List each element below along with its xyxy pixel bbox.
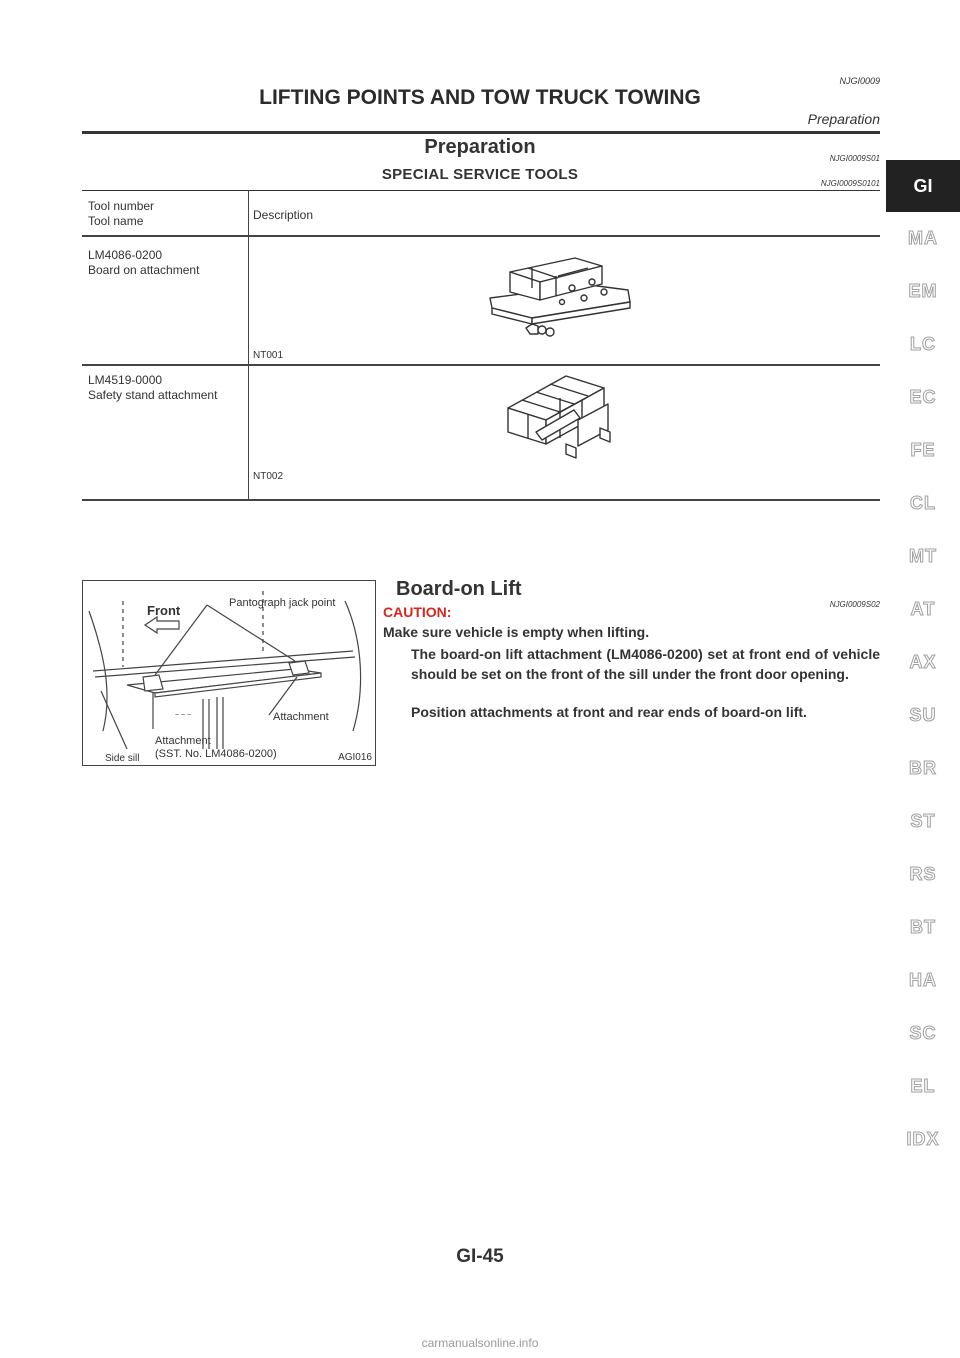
- tab-sc[interactable]: SC: [909, 1023, 937, 1043]
- tab-rs[interactable]: RS: [909, 864, 937, 884]
- table-header-tool-name: Tool name: [88, 214, 144, 228]
- table-header-rule: [82, 235, 880, 237]
- board-on-lift-id: NJGI0009S02: [829, 600, 880, 609]
- section-subtitle-id: NJGI0009S0101: [820, 179, 880, 188]
- instruction-paragraph: The board-on lift attachment (LM4086-0200) set at front end of vehicle should be set on the front of the sill under the front door opening.: [411, 646, 880, 682]
- table-row-rule: [82, 364, 880, 366]
- tab-el[interactable]: EL: [910, 1076, 936, 1096]
- board-on-attachment-illustration: [480, 240, 650, 340]
- tab-at[interactable]: AT: [910, 599, 936, 619]
- tab-fe[interactable]: FE: [910, 440, 936, 460]
- tool-number: LM4519-0000: [88, 373, 163, 387]
- tab-ma[interactable]: MA: [908, 228, 938, 248]
- tool-number: LM4086-0200: [88, 248, 163, 262]
- tab-su[interactable]: SU: [909, 705, 937, 725]
- tab-gi[interactable]: GI: [886, 160, 960, 212]
- tab-cl[interactable]: CL: [910, 493, 936, 513]
- tool-name: Safety stand attachment: [88, 388, 218, 402]
- table-bottom-rule: [82, 499, 880, 501]
- page-subtitle: Preparation: [807, 111, 880, 127]
- figure-code: AGI016: [338, 752, 372, 763]
- table-header-description: Description: [253, 208, 314, 222]
- tab-bt[interactable]: BT: [910, 917, 936, 937]
- figure-label-front: Front: [147, 603, 181, 618]
- caution-label: CAUTION:: [383, 604, 452, 620]
- board-on-lift-figure: [82, 580, 376, 766]
- figure-label-attachment-sst: Attachment: [155, 735, 211, 747]
- svg-text:~ ~ ~: ~ ~ ~: [175, 712, 192, 719]
- tab-mt[interactable]: MT: [909, 546, 937, 566]
- tool-image-code: NT002: [253, 471, 284, 482]
- section-title: Preparation: [424, 136, 536, 158]
- tool-name: Board on attachment: [88, 263, 200, 277]
- figure-label-side-sill: Side sill: [105, 753, 140, 764]
- tab-ax[interactable]: AX: [909, 652, 937, 672]
- section-subtitle: SPECIAL SERVICE TOOLS: [381, 166, 579, 183]
- tab-em[interactable]: EM: [908, 281, 938, 301]
- header-rule: [82, 131, 880, 134]
- figure-label-jack-point: Pantograph jack point: [229, 597, 336, 609]
- figure-label-sst-number: (SST. No. LM4086-0200): [155, 748, 277, 760]
- tab-st[interactable]: ST: [910, 811, 936, 831]
- table-column-divider: [248, 190, 249, 500]
- page-title: LIFTING POINTS AND TOW TRUCK TOWING: [259, 86, 701, 109]
- table-header-tool-number: Tool number: [88, 199, 155, 213]
- safety-stand-attachment-illustration: [496, 368, 636, 468]
- instruction-paragraph: Position attachments at front and rear ends of board-on lift.: [411, 704, 807, 720]
- section-title-id: NJGI0009S01: [829, 154, 880, 163]
- tab-br[interactable]: BR: [909, 758, 937, 778]
- page-number: GI-45: [456, 1246, 504, 1267]
- figure-label-attachment: Attachment: [273, 711, 329, 723]
- footer-watermark: carmanualsonline.info: [421, 1336, 539, 1350]
- tab-lc[interactable]: LC: [910, 334, 936, 354]
- header-doc-id: NJGI0009: [839, 76, 880, 86]
- tab-ec[interactable]: EC: [909, 387, 937, 407]
- tool-image-code: NT001: [253, 350, 284, 361]
- board-on-lift-title: Board-on Lift: [396, 578, 522, 600]
- caution-text: Make sure vehicle is empty when lifting.: [383, 624, 650, 640]
- tab-ha[interactable]: HA: [909, 970, 937, 990]
- tab-idx[interactable]: IDX: [906, 1129, 940, 1149]
- subtitle-rule: [82, 190, 880, 191]
